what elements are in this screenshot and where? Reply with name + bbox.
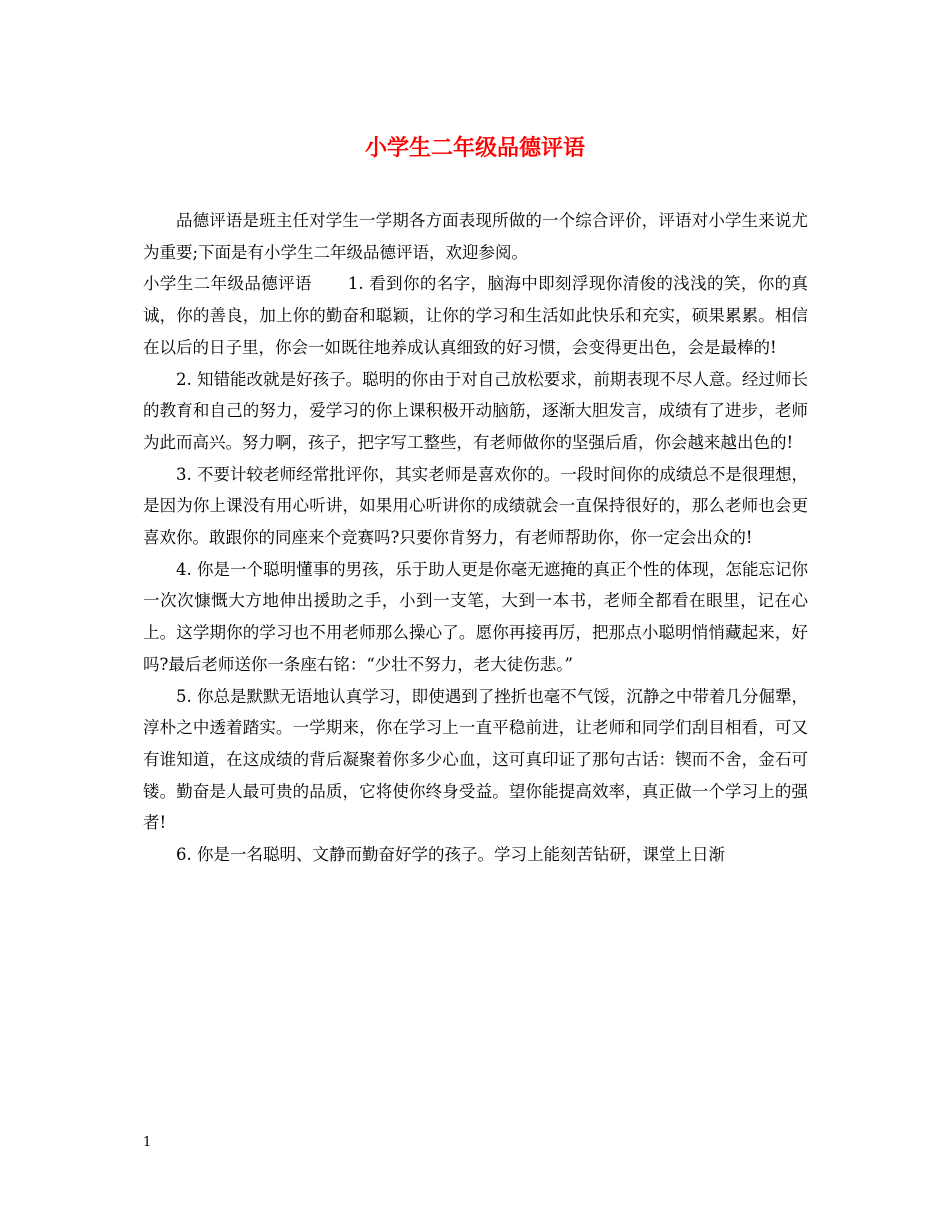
- comment-item-5: 5. 你总是默默无语地认真学习，即使遇到了挫折也毫不气馁，沉静之中带着几分倔犟，淳朴之中透着踏实。一学期来，你在学习上一直平稳前进，让老师和同学们刮目相看，可又有谁知道，在这成绩的背后凝聚着你多少心血，这可真印证了那句古话：锲而不舍，金石可镂。勤奋是人最可贵的品质，它将使你终身受益。望你能提高效率，真正做一个学习上的强者!: [143, 686, 808, 833]
- comment-item-2: 2. 知错能改就是好孩子。聪明的你由于对自己放松要求，前期表现不尽人意。经过师长的教育和自己的努力，爱学习的你上课积极开动脑筋，逐渐大胆发言，成绩有了进步，老师为此而高兴。努力啊，孩子，把字写工整些，有老师做你的坚强后盾，你会越来越出色的!: [143, 369, 808, 452]
- intro-paragraph: 品德评语是班主任对学生一学期各方面表现所做的一个综合评价，评语对小学生来说尤为重要;下面是有小学生二年级品德评语，欢迎参阅。: [143, 211, 808, 262]
- section-subheading: 小学生二年级品德评语: [143, 274, 312, 294]
- comment-item-6: 6. 你是一名聪明、文静而勤奋好学的孩子。学习上能刻苦钻研，课堂上日渐: [176, 845, 725, 865]
- document-title: 小学生二年级品德评语: [364, 135, 585, 161]
- comment-item-4: 4. 你是一个聪明懂事的男孩，乐于助人更是你毫无遮掩的真正个性的体现，怎能忘记你一次次慷慨大方地伸出援助之手，小到一支笔，大到一本书，老师全都看在眼里，记在心上。这学期你的学习也不用老师那么操心了。愿你再接再厉，把那点小聪明悄悄藏起来，好吗?最后老师送你一条座右铭：“少壮不努力，老大徒伤悲。”: [143, 559, 808, 674]
- comment-item-1: 1. 看到你的名字，脑海中即刻浮现你清俊的浅浅的笑，你的真诚，你的善良，加上你的勤奋和聪颖，让你的学习和生活如此快乐和充实，硕果累累。相信在以后的日子里，你会一如既往地养成认真细致的好习惯，会变得更出色，会是最棒的!: [143, 274, 808, 357]
- page-number: 1: [143, 1135, 152, 1150]
- comment-item-1-paragraph: [143, 268, 808, 363]
- comment-item-3: 3. 不要计较老师经常批评你，其实老师是喜欢你的。一段时间你的成绩总不是很理想，是因为你上课没有用心听讲，如果用心听讲你的成绩就会一直保持很好的，那么老师也会更喜欢你。敢跟你的同座来个竞赛吗?只要你肯努力，有老师帮助你，你一定会出众的!: [143, 464, 808, 548]
- document-body: [143, 205, 808, 871]
